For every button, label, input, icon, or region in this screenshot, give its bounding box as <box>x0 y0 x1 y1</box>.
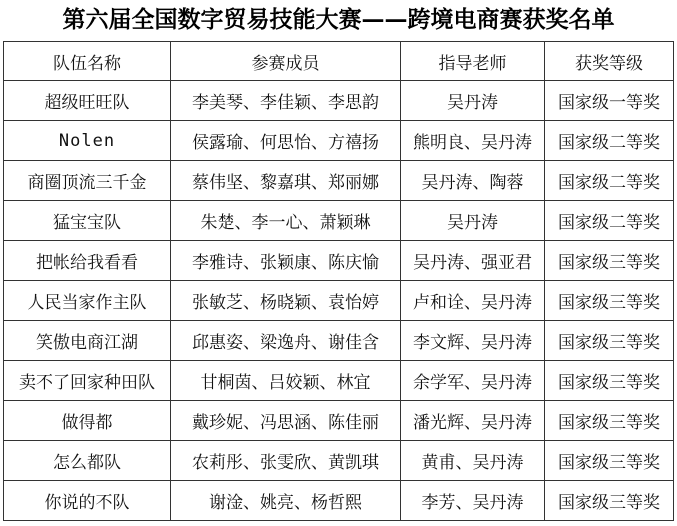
advisor-cell: 李芳、吴丹涛 <box>401 481 545 521</box>
team-cell: 超级旺旺队 <box>4 81 171 121</box>
award-cell: 国家级三等奖 <box>545 321 674 361</box>
advisor-cell: 潘光辉、吴丹涛 <box>401 401 545 441</box>
column-header-advisor: 指导老师 <box>401 42 545 81</box>
members-cell: 李雅诗、张颖康、陈庆愉 <box>171 241 401 281</box>
column-header-award: 获奖等级 <box>545 42 674 81</box>
award-table <box>3 41 674 521</box>
team-cell: 把帐给我看看 <box>4 241 171 281</box>
award-cell: 国家级二等奖 <box>545 161 674 201</box>
members-cell: 甘桐茵、吕姣颖、林宜 <box>171 361 401 401</box>
award-cell: 国家级二等奖 <box>545 201 674 241</box>
members-cell: 邱惠姿、梁逸舟、谢佳含 <box>171 321 401 361</box>
advisor-cell: 吴丹涛、陶蓉 <box>401 161 545 201</box>
column-header-team: 队伍名称 <box>4 42 171 81</box>
team-cell: 猛宝宝队 <box>4 201 171 241</box>
table-row <box>4 401 674 441</box>
column-header-members: 参赛成员 <box>171 42 401 81</box>
table-row <box>4 201 674 241</box>
members-cell: 侯露瑜、何思怡、方禧扬 <box>171 121 401 161</box>
award-cell: 国家级三等奖 <box>545 281 674 321</box>
members-cell: 李美琴、李佳颖、李思韵 <box>171 81 401 121</box>
team-cell: 人民当家作主队 <box>4 281 171 321</box>
team-cell: 卖不了回家种田队 <box>4 361 171 401</box>
table-row <box>4 281 674 321</box>
award-cell: 国家级三等奖 <box>545 441 674 481</box>
team-cell: 笑傲电商江湖 <box>4 321 171 361</box>
table-row <box>4 241 674 281</box>
team-cell: 商圈顶流三千金 <box>4 161 171 201</box>
advisor-cell: 熊明良、吴丹涛 <box>401 121 545 161</box>
table-row <box>4 361 674 401</box>
members-cell: 蔡伟坚、黎嘉琪、郑丽娜 <box>171 161 401 201</box>
table-row <box>4 121 674 161</box>
award-cell: 国家级三等奖 <box>545 361 674 401</box>
members-cell: 张敏芝、杨晓颖、袁怡婷 <box>171 281 401 321</box>
members-cell: 戴珍妮、冯思涵、陈佳丽 <box>171 401 401 441</box>
advisor-cell: 吴丹涛、强亚君 <box>401 241 545 281</box>
table-row <box>4 441 674 481</box>
table-header-row <box>4 42 674 81</box>
table-row <box>4 481 674 521</box>
award-cell: 国家级三等奖 <box>545 401 674 441</box>
table-row <box>4 81 674 121</box>
team-cell: 做得都 <box>4 401 171 441</box>
advisor-cell: 吴丹涛 <box>401 81 545 121</box>
advisor-cell: 卢和诠、吴丹涛 <box>401 281 545 321</box>
award-cell: 国家级三等奖 <box>545 241 674 281</box>
advisor-cell: 吴丹涛 <box>401 201 545 241</box>
team-cell: 怎么都队 <box>4 441 171 481</box>
award-cell: 国家级二等奖 <box>545 121 674 161</box>
advisor-cell: 李文辉、吴丹涛 <box>401 321 545 361</box>
members-cell: 农莉彤、张雯欣、黄凯琪 <box>171 441 401 481</box>
award-cell: 国家级三等奖 <box>545 481 674 521</box>
table-row <box>4 321 674 361</box>
members-cell: 朱楚、李一心、萧颖琳 <box>171 201 401 241</box>
advisor-cell: 余学军、吴丹涛 <box>401 361 545 401</box>
team-cell: 你说的不队 <box>4 481 171 521</box>
team-cell: Nolen <box>4 121 171 161</box>
award-cell: 国家级一等奖 <box>545 81 674 121</box>
members-cell: 谢淦、姚亮、杨哲熙 <box>171 481 401 521</box>
award-table-body <box>4 42 674 521</box>
advisor-cell: 黄甫、吴丹涛 <box>401 441 545 481</box>
page-title: 第六届全国数字贸易技能大赛——跨境电商赛获奖名单 <box>62 6 615 33</box>
table-row <box>4 161 674 201</box>
